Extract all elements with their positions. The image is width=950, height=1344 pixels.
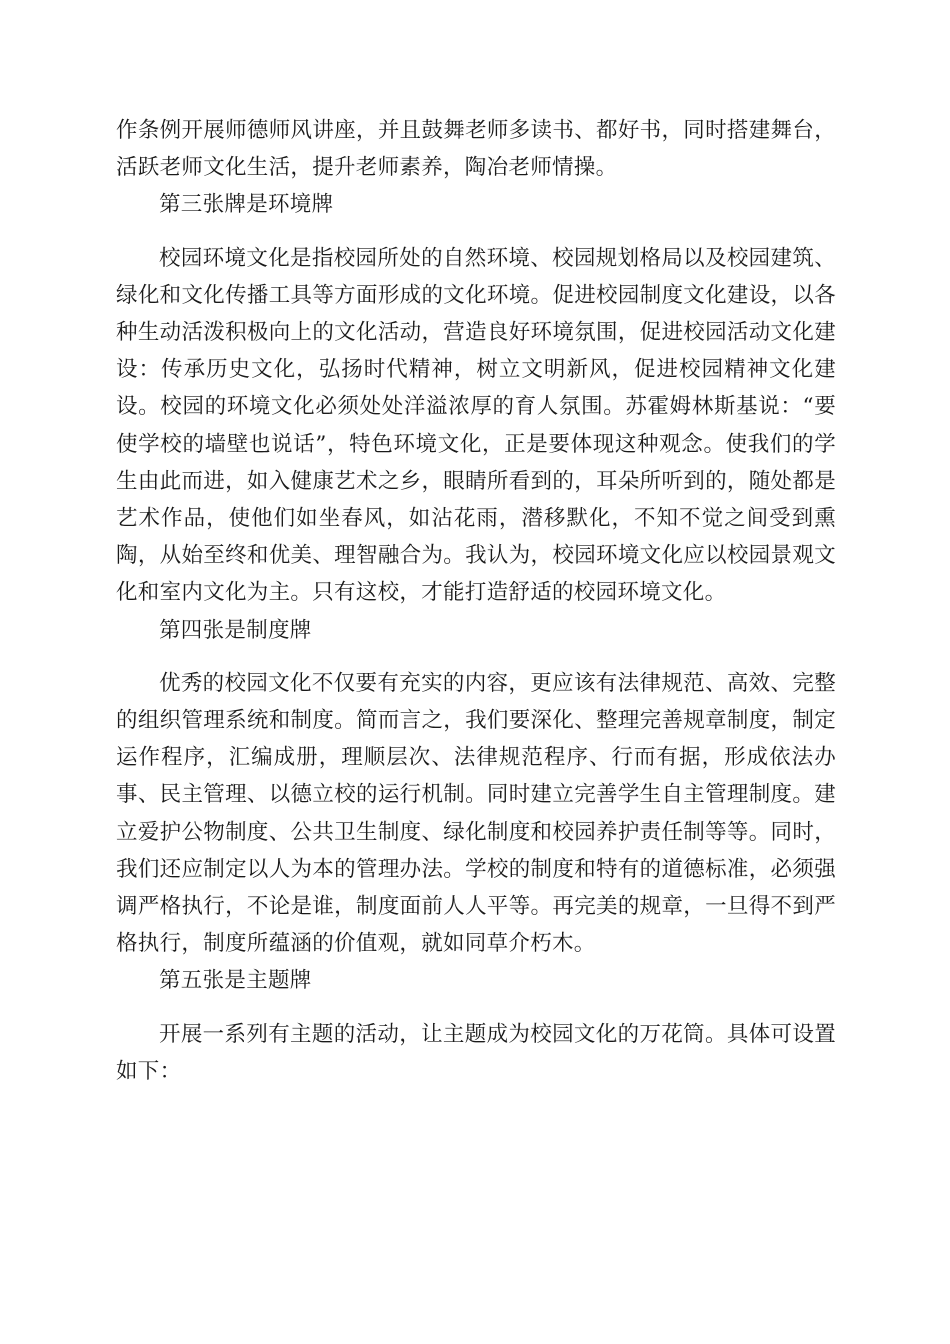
paragraph-theme: 开展一系列有主题的活动，让主题成为校园文化的万花筒。具体可设置如下： (116, 1021, 836, 1084)
section-heading-theme: 第五张是主题牌 (159, 968, 312, 994)
section-heading-system: 第四张是制度牌 (159, 617, 312, 643)
paragraph-continuation: 作条例开展师德师风讲座，并且鼓舞老师多读书、都好书，同时搭建舞台，活跃老师文化生活，提升老师素养，陶冶老师情操。 (116, 118, 836, 181)
section-heading-environment: 第三张牌是环境牌 (159, 192, 334, 218)
paragraph-system: 优秀的校园文化不仅要有充实的内容，更应该有法律规范、高效、完整的组织管理系统和制度。简而言之，我们要深化、整理完善规章制度，制定运作程序，汇编成册，理顺层次、法律规范程序、行而有据，形成依法办事、民主管理、以德立校的运行机制。同时建立完善学生自主管理制度。建立爱护公物制度、公共卫生制度、绿化制度和校园养护责任制等等。同时，我们还应制定以人为本的管理办法。学校的制度和特有的道德标准，必须强调严格执行，不论是谁，制度面前人人平等。再完美的规章，一旦得不到严格执行，制度所蕴涵的价值观，就如同草介朽木。 (116, 670, 836, 957)
paragraph-environment: 校园环境文化是指校园所处的自然环境、校园规划格局以及校园建筑、绿化和文化传播工具等方面形成的文化环境。促进校园制度文化建设，以各种生动活泼积极向上的文化活动，营造良好环境氛围，促进校园活动文化建设：传承历史文化，弘扬时代精神，树立文明新风，促进校园精神文化建设。校园的环境文化必须处处洋溢浓厚的育人氛围。苏霍姆林斯基说：“要使学校的墙壁也说话”，特色环境文化，正是要体现这种观念。使我们的学生由此而进，如入健康艺术之乡，眼睛所看到的，耳朵所听到的，随处都是艺术作品，使他们如坐春风，如沾花雨，潜移默化，不知不觉之间受到熏陶，从始至终和优美、理智融合为。我认为，校园环境文化应以校园景观文化和室内文化为主。只有这校，才能打造舒适的校园环境文化。 (116, 245, 836, 606)
document-page (116, 112, 836, 1090)
